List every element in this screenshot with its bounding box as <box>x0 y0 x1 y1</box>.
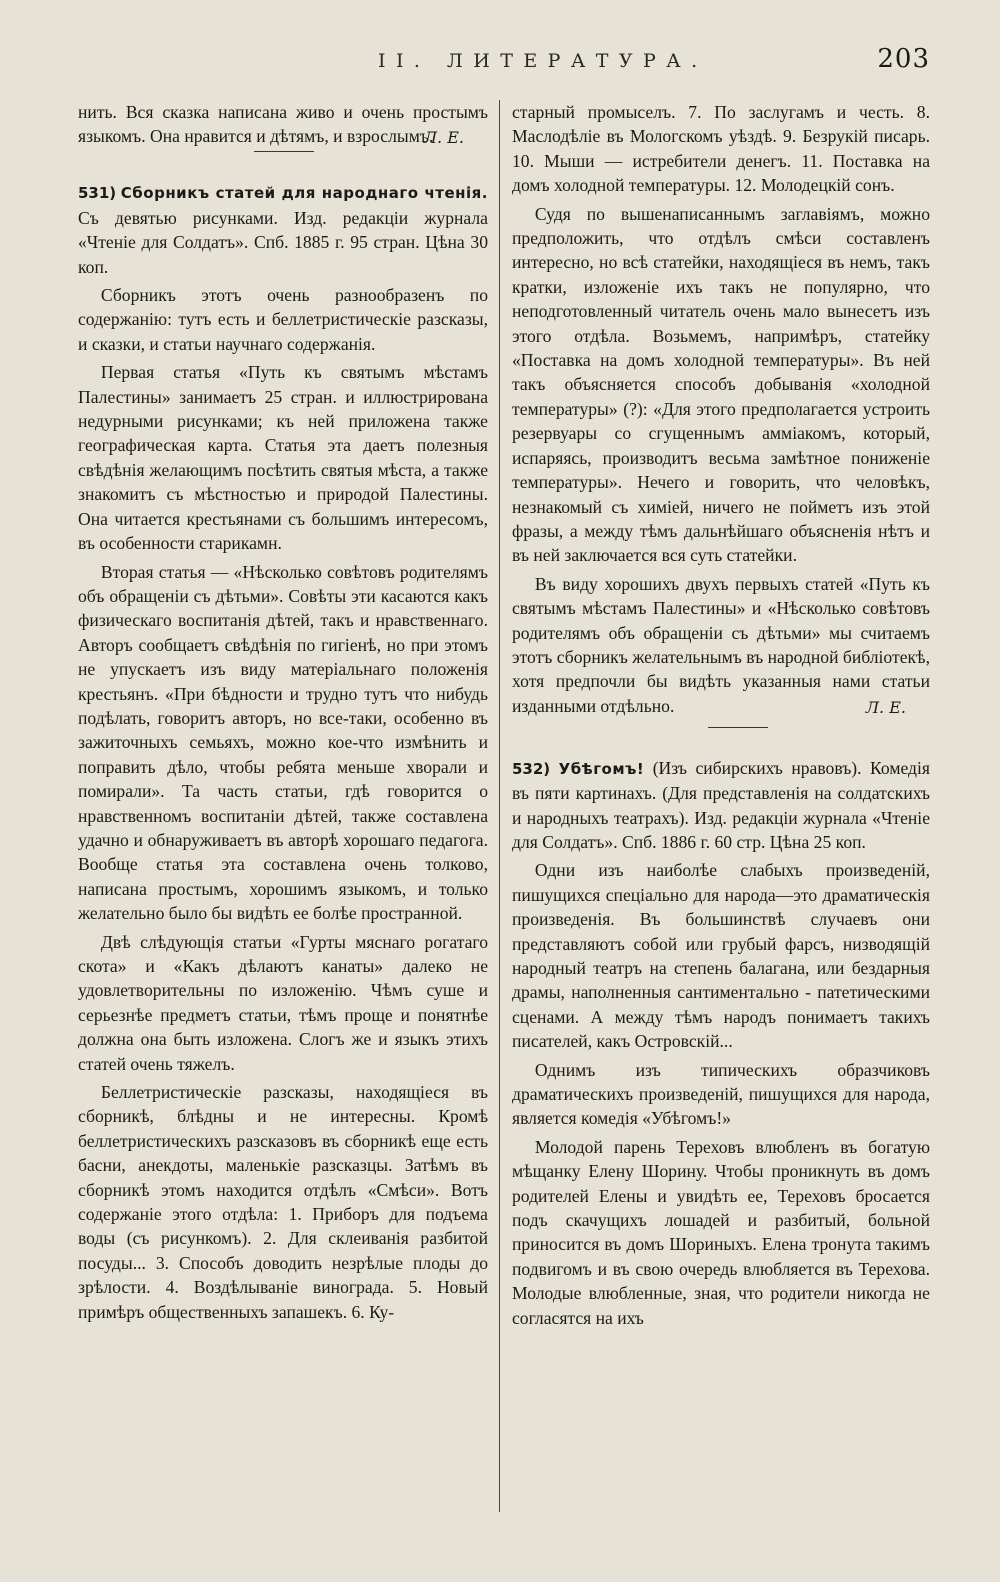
entry-number: 532) <box>512 759 551 778</box>
column-divider <box>499 100 500 1512</box>
signature: Л. Е. <box>423 128 464 148</box>
paragraph: Молодой парень Тереховъ влюбленъ въ богатую мѣщанку Елену Шорину. Чтобы проникнуть въ домъ родителей Елены и увидѣть ее, Тереховъ бросается подъ скачущихъ лошадей и разбитый, больной приносится въ домъ Шориныхъ. Елена тронута такимъ подвигомъ и въ свою очередь влюбляется въ Терехова. Молодые влюбленные, зная, что родители никогда не согласятся на ихъ <box>512 1136 930 1328</box>
paragraph: Судя по вышенаписаннымъ заглавіямъ, можно предположить, что отдѣлъ смѣси составленъ интересно, но всѣ статейки, находящіеся въ немъ, такъ кратки, изложеніе ихъ такъ не популярно, что неподготовленный читатель очень мало вынесетъ изъ этого отдѣла. Возьмемъ, напримѣръ, статейку «Поставка на домъ холодной температуры». Въ ней такъ объясняется способъ добыванія «холодной температуры» (?): «Для этого предполагается устроить резервуары со сгущеннымъ амміакомъ, который, испаряясь, производитъ весьма замѣтное пониженіе температуры». Нечего и говорить, что человѣкъ, незнакомый съ химіей, ничего не пойметъ изъ этой фразы, а между тѣмъ дальнѣйшаго объясненія нѣтъ и въ ней заключается вся суть статейки. <box>512 203 930 566</box>
paragraph: Беллетристическіе разсказы, находящіеся въ сборникѣ, блѣдны и не интересны. Кромѣ беллетристическихъ разсказовъ въ сборникѣ еще есть басни, анекдоты, маленькіе разсказцы. Затѣмъ въ сборникѣ этомъ находится отдѣлъ «Смѣси». Вотъ содержаніе этого отдѣла: 1. Приборъ для подъема воды (съ рисункомъ). 2. Для склеиванія разбитой посуды... 3. Способъ доводить незрѣлые плоды до зрѣлости. 4. Воздѣлываніе винограда. 5. Новый примѣръ общественныхъ запашекъ. 6. Ку- <box>78 1082 488 1322</box>
entry-details: (Изъ сибирскихъ нравовъ). Комедія въ пяти картинахъ. (Для представленія на солдатскихъ и народныхъ театрахъ). Изд. редакціи журнала «Чтеніе для Солдатъ». Спб. 1886 г. 60 стр. Цѣна 25 коп. <box>512 757 930 852</box>
paragraph: Сборникъ этотъ очень разнообразенъ по содержанію: тутъ есть и беллетристическіе разсказы, и сказки, и статьи научнаго содержанія. <box>78 285 488 354</box>
paragraph: Вторая статья — «Нѣсколько совѣтовъ родителямъ объ обращеніи съ дѣтьми». Совѣты эти касаются какъ физическаго воспитанія дѣтей, такъ и нравственнаго. Авторъ сообщаетъ свѣдѣнія по гигіенѣ, но при этомъ не упускаетъ изъ виду матеріальнаго положенія крестьянъ. «При бѣдности и трудно тутъ что нибудь подѣлать, говоритъ авторъ, но все-таки, особенно въ зажиточныхъ семьяхъ, можно кое-что измѣнить и поправить дѣло, чтобы ребята меньше хворали и помирали». Та часть статьи, гдѣ говорится о нравственномъ воспитаніи дѣтей, также составлена удачно и обнаруживаетъ въ авторѣ хорошаго педагога. Вообще статья эта составлена очень толково, написана простымъ, хорошимъ языкомъ, и только желательно было бы видѣть ее болѣе пространной. <box>78 561 488 924</box>
entry-532 <box>512 756 930 855</box>
paragraph: Въ виду хорошихъ двухъ первыхъ статей «Путь къ святымъ мѣстамъ Палестины» и «Нѣсколько совѣтовъ родителямъ объ обращеніи съ дѣтьми» мы считаемъ этотъ сборникъ желательнымъ въ народной библіотекѣ, хотя предпочли бы видѣть указанныя нами статьи изданными отдѣльно. <box>512 573 930 716</box>
signature: Л. Е. <box>865 697 906 717</box>
entry-title: Сборникъ статей для народнаго чтенія. <box>120 184 488 203</box>
left-column <box>78 100 488 1328</box>
entry-number: 531) <box>78 184 117 203</box>
paragraph: Первая статья «Путь къ святымъ мѣстамъ Палестины» занимаетъ 25 стран. и иллюстрирована недурными рисунками; къ ней приложена также географическая карта. Статья эта даетъ полезныя свѣдѣнія желающимъ посѣтить святыя мѣста, а также знакомитъ съ мѣстностью и природой Палестины. Она читается крестьянами съ большимъ интересомъ, въ особенности старикамн. <box>78 362 488 554</box>
page-number: 203 <box>877 44 930 74</box>
paragraph: Двѣ слѣдующія статьи «Гурты мяснаго рогатаго скота» и «Какъ дѣлаютъ канаты» далеко не удовлетворительны по изложенію. Чѣмъ суше и серьезнѣе предметъ статьи, тѣмъ проще и понятнѣе должна она быть изложена. Слогъ же и языкъ этихъ статей очень тяжелъ. <box>78 931 488 1074</box>
entry-531 <box>78 180 488 279</box>
running-head: II. ЛИТЕРАТУРА. <box>378 50 708 72</box>
paragraph: Одни изъ наиболѣе слабыхъ произведеній, пишущихся спеціально для народа—это драматическія произведенія. Въ большинствѣ случаевъ они представляютъ собой или грубый фарсъ, низводящій народный театръ на степень балагана, или бездарныя драмы, наполненныя сантиментально - патетическими сценами. А между тѣмъ народъ понимаетъ такихъ писателей, какъ Островскій... <box>512 860 930 1052</box>
section-separator <box>254 151 314 152</box>
entry-details: Съ девятью рисунками. Изд. редакціи журнала «Чтеніе для Солдатъ». Спб. 1885 г. 95 стран. Цѣна 30 коп. <box>78 207 488 277</box>
section-separator <box>708 727 768 728</box>
paragraph: старный промыселъ. 7. По заслугамъ и честь. 8. Маслодѣліе въ Мологскомъ уѣздѣ. 9. Безрукій писарь. 10. Мыши — истребители денегъ. 11. Поставка на домъ холодной температуры. 12. Молодецкій сонъ. <box>512 102 930 196</box>
right-column <box>512 100 930 1334</box>
paragraph: Однимъ изъ типическихъ образчиковъ драматическихъ произведеній, пишущихся для народа, является комедія «Убѣгомъ!» <box>512 1059 930 1129</box>
paragraph-text: нить. Вся сказка написана живо и очень простымъ языкомъ. Она нравится и дѣтямъ, и взрослымъ. <box>78 102 488 147</box>
entry-title: Убѣгомъ! <box>558 759 645 778</box>
